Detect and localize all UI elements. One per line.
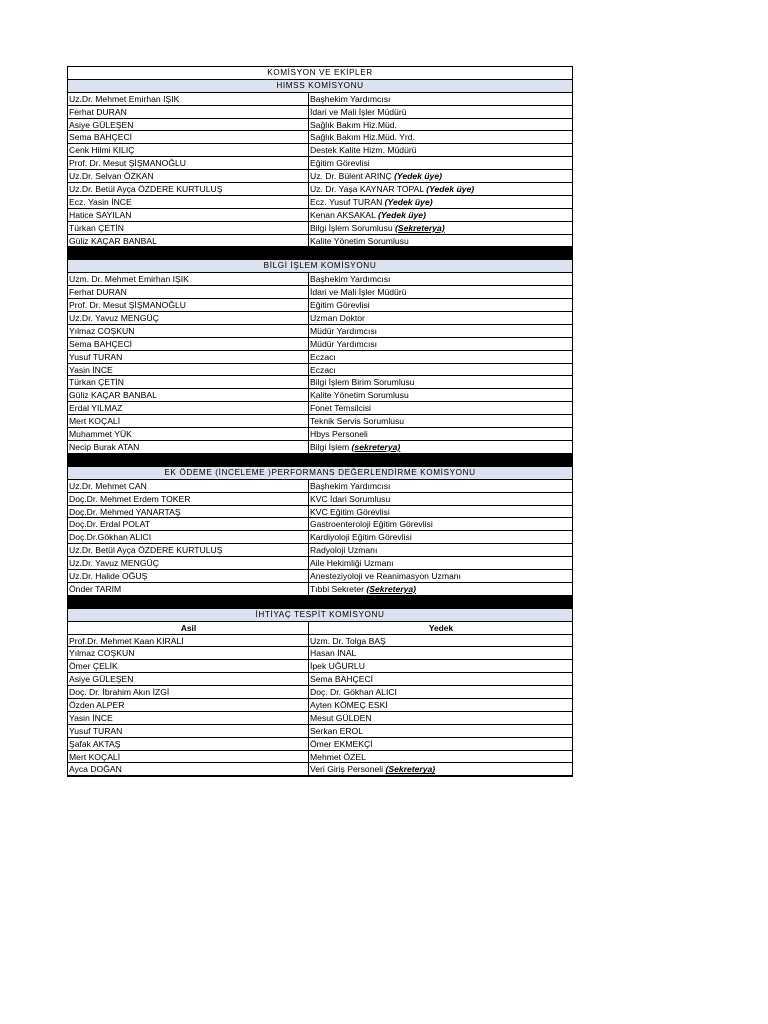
- column-header-left: Asil: [68, 622, 309, 634]
- member-role-text: Fonet Temsilcisi: [310, 403, 371, 414]
- member-role-note: (sekreterya): [351, 441, 401, 452]
- member-role-text: Bilgi İşlem Birim Sorumlusu: [310, 377, 415, 388]
- member-role-text: Veri Giriş Personeli: [310, 764, 386, 775]
- member-role-text: Ecz. Yusuf TURAN: [310, 196, 383, 207]
- member-role: [309, 686, 572, 698]
- table-row: [68, 144, 572, 157]
- section-separator: [68, 596, 572, 609]
- member-name: Mert KOÇALİ: [68, 415, 309, 427]
- member-name: Güliz KAÇAR BANBAL: [68, 389, 309, 401]
- table-row: [68, 712, 572, 725]
- member-role: [309, 660, 572, 672]
- table-row: [68, 157, 572, 170]
- member-name: Ecz. Yasin İNCE: [68, 196, 309, 208]
- member-role: [309, 131, 572, 143]
- member-role-text: Anesteziyoloji ve Reanimasyon Uzmanı: [310, 570, 461, 581]
- member-role-text: Uz. Dr. Bülent ARINÇ: [310, 171, 392, 182]
- member-role-text: Uz. Dr. Yaşa KAYNAR TOPAL: [310, 184, 424, 195]
- document-title-row: [68, 67, 572, 80]
- member-name: Türkan ÇETİN: [68, 376, 309, 388]
- member-role-text: Eğitim Görevlisi: [310, 158, 370, 169]
- section-heading: BİLGİ İŞLEM KOMİSYONU: [263, 261, 377, 271]
- section-heading: EK ÖDEME (İNCELEME )PERFORMANS DEĞERLENDİRME KOMİSYONU: [164, 467, 476, 477]
- table-row: [68, 686, 572, 699]
- member-role-text: Başhekim Yardımcısı: [310, 93, 391, 104]
- column-header-right: Yedek: [428, 622, 454, 633]
- member-role: [309, 506, 572, 518]
- member-role: [309, 286, 572, 298]
- member-role-text: Teknik Servis Sorumlusu: [310, 416, 405, 427]
- member-role: [309, 235, 572, 247]
- member-role: [309, 635, 572, 647]
- member-name: Ayca DOĞAN: [68, 763, 309, 775]
- member-role-text: İdari ve Mali İşler Müdürü: [310, 106, 407, 117]
- table-row: [68, 506, 572, 519]
- member-role-text: Uzman Doktor: [310, 313, 365, 324]
- member-name: Şafak AKTAŞ: [68, 738, 309, 750]
- member-name: Asiye GÜLEŞEN: [68, 673, 309, 685]
- table-row: [68, 402, 572, 415]
- table-row: [68, 635, 572, 648]
- table-row: [68, 660, 572, 673]
- table-row: [68, 196, 572, 209]
- member-role-text: İdari ve Mali İşler Müdürü: [310, 287, 407, 298]
- sections-container: [68, 80, 572, 776]
- member-role: [309, 570, 572, 582]
- member-name: Ferhat DURAN: [68, 286, 309, 298]
- table-row: [68, 557, 572, 570]
- member-name: Uz.Dr. Selvan ÖZKAN: [68, 170, 309, 182]
- member-role: [309, 312, 572, 324]
- member-role: [309, 415, 572, 427]
- member-role: [309, 170, 572, 182]
- table-row: [68, 273, 572, 286]
- member-role: [309, 364, 572, 376]
- section-heading-row: [68, 260, 572, 273]
- member-role: [309, 119, 572, 131]
- member-name: Hatice SAYILAN: [68, 209, 309, 221]
- member-role: [309, 351, 572, 363]
- member-name: Prof. Dr. Mesut ŞİŞMANOĞLU: [68, 157, 309, 169]
- member-name: Doç.Dr.Gökhan ALICI: [68, 531, 309, 543]
- member-role: [309, 338, 572, 350]
- table-row: [68, 725, 572, 738]
- member-role-text: Uzm. Dr. Tolga BAŞ: [310, 635, 386, 646]
- table-row: [68, 763, 572, 776]
- table-row: [68, 389, 572, 402]
- table-row: [68, 738, 572, 751]
- member-name: Yılmaz COŞKUN: [68, 647, 309, 659]
- member-role-text: Başhekim Yardımcısı: [310, 274, 391, 285]
- member-role-text: Tıbbi Sekreter: [310, 583, 367, 594]
- section-heading: HIMSS KOMİSYONU: [276, 80, 364, 90]
- member-role-text: İpek UĞURLU: [310, 661, 365, 672]
- member-role-text: Doç. Dr. Gökhan ALICI: [310, 687, 397, 698]
- member-role: [309, 144, 572, 156]
- member-role-text: Kalite Yönetim Sorumlusu: [310, 235, 409, 246]
- member-role: [309, 673, 572, 685]
- member-role-note: (Sekreterya): [366, 583, 417, 594]
- table-row: [68, 493, 572, 506]
- table-row: [68, 441, 572, 454]
- member-name: Yasin İNCE: [68, 364, 309, 376]
- member-name: Yılmaz COŞKUN: [68, 325, 309, 337]
- member-role-note: (Sekreterya): [385, 764, 436, 775]
- member-role: [309, 428, 572, 440]
- table-row: [68, 544, 572, 557]
- member-role: [309, 712, 572, 724]
- member-role: [309, 376, 572, 388]
- member-role-text: Bilgi İşlem: [310, 441, 352, 452]
- member-name: Necip Burak ATAN: [68, 441, 309, 453]
- section-separator: [68, 454, 572, 467]
- committee-table: [67, 66, 573, 777]
- table-row: [68, 480, 572, 493]
- member-role: [309, 106, 572, 118]
- section-heading: İHTİYAÇ TESPİT KOMİSYONU: [255, 609, 385, 619]
- member-name: Doç. Dr. İbrahim Akın İZGİ: [68, 686, 309, 698]
- member-name: Uz.Dr. Mehmet Emirhan IŞIK: [68, 93, 309, 105]
- member-role: [309, 544, 572, 556]
- member-role: [309, 725, 572, 737]
- member-name: Ferhat DURAN: [68, 106, 309, 118]
- member-name: Uzm. Dr. Mehmet Emirhan IŞIK: [68, 273, 309, 285]
- member-name: Cenk Hilmi KILIÇ: [68, 144, 309, 156]
- member-role: [309, 751, 572, 763]
- table-row: [68, 222, 572, 235]
- member-name: Asiye GÜLEŞEN: [68, 119, 309, 131]
- member-name: Erdal YILMAZ: [68, 402, 309, 414]
- member-role-text: Radyoloji Uzmanı: [310, 545, 378, 556]
- table-row: [68, 751, 572, 764]
- member-role-text: Eczacı: [310, 351, 336, 362]
- member-role-note: (Yedek üye): [394, 171, 442, 182]
- member-role-text: KVC İdari Sorumlusu: [310, 493, 391, 504]
- member-name: Doç.Dr. Mehmet Erdem TOKER: [68, 493, 309, 505]
- member-role-text: Kalite Yönetim Sorumlusu: [310, 390, 409, 401]
- member-role: [309, 493, 572, 505]
- member-role: [309, 93, 572, 105]
- member-role-text: Serkan EROL: [310, 725, 364, 736]
- member-role: [309, 157, 572, 169]
- table-row: [68, 299, 572, 312]
- member-name: Uz.Dr. Betül Ayça ÖZDERE KURTULUŞ: [68, 183, 309, 195]
- member-role: [309, 738, 572, 750]
- member-role: [309, 196, 572, 208]
- table-row: [68, 428, 572, 441]
- table-row: [68, 583, 572, 596]
- member-role-text: Eğitim Görevlisi: [310, 300, 370, 311]
- table-row: [68, 518, 572, 531]
- section-separator: [68, 247, 572, 260]
- member-role: [309, 325, 572, 337]
- member-name: Muhammet YÜK: [68, 428, 309, 440]
- table-row: [68, 531, 572, 544]
- table-row: [68, 286, 572, 299]
- member-role-text: Hbys Personeli: [310, 429, 368, 440]
- section-heading-row: [68, 467, 572, 480]
- member-role-text: Eczacı: [310, 364, 336, 375]
- table-row: [68, 673, 572, 686]
- table-row: [68, 93, 572, 106]
- member-role: [309, 557, 572, 569]
- member-role-text: Sağlık Bakım Hiz.Müd.: [310, 119, 397, 130]
- member-role-text: Sağlık Bakım Hiz.Müd. Yrd.: [310, 132, 415, 143]
- member-role-text: Sema BAHÇECİ: [310, 674, 374, 685]
- table-row: [68, 170, 572, 183]
- member-name: Prof. Dr. Mesut ŞİŞMANOĞLU: [68, 299, 309, 311]
- member-role-text: Hasan İNAL: [310, 648, 357, 659]
- member-role-text: Mesut GÜLDEN: [310, 712, 372, 723]
- member-name: Türkan ÇETİN: [68, 222, 309, 234]
- member-role: [309, 531, 572, 543]
- member-role-text: Kenan AKSAKAL: [310, 209, 376, 220]
- member-role-text: Aile Hekimliği Uzmanı: [310, 558, 394, 569]
- table-row: [68, 131, 572, 144]
- member-role: [309, 647, 572, 659]
- member-role: [309, 583, 572, 595]
- member-role: [309, 222, 572, 234]
- section-heading-row: [68, 609, 572, 622]
- member-name: Uz.Dr. Halide OĞUŞ: [68, 570, 309, 582]
- member-role-text: Müdür Yardımcısı: [310, 325, 378, 336]
- member-name: Yusuf TURAN: [68, 351, 309, 363]
- member-name: Sema BAHÇECİ: [68, 131, 309, 143]
- member-name: Uz.Dr. Yavuz MENGÜÇ: [68, 312, 309, 324]
- table-row: [68, 119, 572, 132]
- member-role-text: Destek Kalite Hizm. Müdürü: [310, 145, 417, 156]
- member-role-text: Bilgi İşlem Sorumlusu: [310, 222, 396, 233]
- section-heading-row: [68, 80, 572, 93]
- member-role: [309, 209, 572, 221]
- member-name: Özden ALPER: [68, 699, 309, 711]
- member-role-text: Gastroenteroloji Eğitim Görevlisi: [310, 519, 433, 530]
- member-name: Sema BAHÇECİ: [68, 338, 309, 350]
- table-row: [68, 183, 572, 196]
- member-role-text: Kardiyoloji Eğitim Görevlisi: [310, 532, 412, 543]
- member-name: Önder TARIM: [68, 583, 309, 595]
- table-row: [68, 364, 572, 377]
- member-role: [309, 183, 572, 195]
- member-name: Yasin İNCE: [68, 712, 309, 724]
- member-role: [309, 273, 572, 285]
- member-name: Yusuf TURAN: [68, 725, 309, 737]
- member-name: Ömer ÇELİK: [68, 660, 309, 672]
- member-role-note: (Yedek üye): [384, 196, 433, 207]
- member-role-text: KVC Eğitim Görevlisi: [310, 506, 390, 517]
- member-role-note: (Yedek üye): [378, 209, 426, 220]
- member-name: Mert KOÇALİ: [68, 751, 309, 763]
- member-name: Güliz KAÇAR BANBAL: [68, 235, 309, 247]
- member-role-text: Mehmet ÖZEL: [310, 751, 366, 762]
- table-row: [68, 325, 572, 338]
- table-row: [68, 209, 572, 222]
- member-role-note: (Sekreterya): [395, 222, 445, 233]
- member-role: [309, 389, 572, 401]
- table-row: [68, 106, 572, 119]
- member-name: Uz.Dr. Betül Ayça ÖZDERE KURTULUŞ: [68, 544, 309, 556]
- table-row: [68, 376, 572, 389]
- member-role: [309, 518, 572, 530]
- member-role: [309, 402, 572, 414]
- table-row: [68, 699, 572, 712]
- member-name: Uz.Dr. Mehmet CAN: [68, 480, 309, 492]
- member-role-note: (Yedek üye): [426, 184, 475, 195]
- member-name: Doç.Dr. Mehmed YANARTAŞ: [68, 506, 309, 518]
- member-role: [309, 299, 572, 311]
- member-role-text: Müdür Yardımcısı: [310, 338, 378, 349]
- member-role-text: Ayten KÖMEÇ ESKİ: [310, 699, 388, 710]
- member-role: [309, 763, 572, 775]
- table-row: [68, 235, 572, 248]
- table-row: [68, 351, 572, 364]
- member-role-text: Ömer EKMEKÇİ: [310, 738, 373, 749]
- table-row: [68, 312, 572, 325]
- member-role-text: Başhekim Yardımcısı: [310, 480, 391, 491]
- member-name: Uz.Dr. Yavuz MENGÜÇ: [68, 557, 309, 569]
- member-name: Doç.Dr. Erdal POLAT: [68, 518, 309, 530]
- table-row: [68, 647, 572, 660]
- member-name: Prof.Dr. Mehmet Kaan KIRALİ: [68, 635, 309, 647]
- member-role: [309, 480, 572, 492]
- member-role: [309, 699, 572, 711]
- document-title: KOMİSYON VE EKİPLER: [267, 68, 373, 77]
- table-row: [68, 338, 572, 351]
- column-header-row: [68, 622, 572, 635]
- table-row: [68, 570, 572, 583]
- table-row: [68, 415, 572, 428]
- member-role: [309, 441, 572, 453]
